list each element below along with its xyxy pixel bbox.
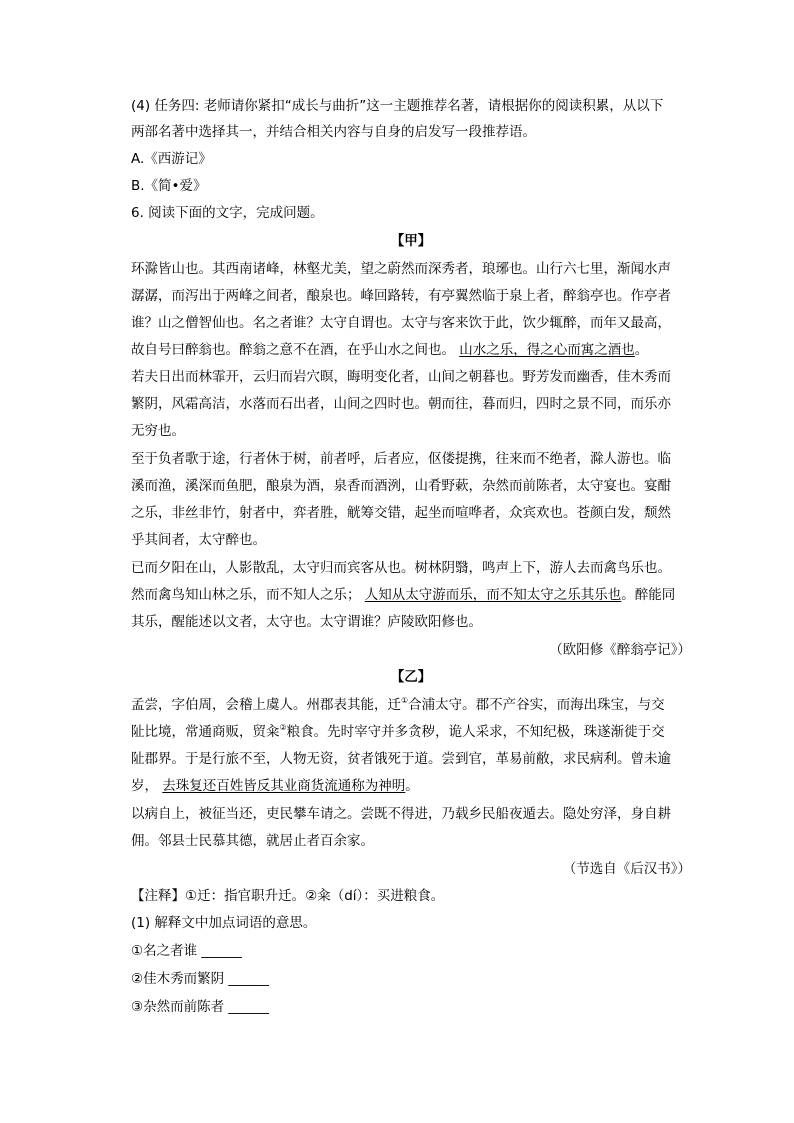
jia-p1-line — [131, 341, 648, 359]
jia-p3-line: 之乐，非丝非竹，射者中，弈者胜，觥筹交错，起坐而喧哗者，众宾欢也。苍颜白发，颓然 — [131, 505, 671, 521]
footnote-mark-2: ② — [279, 723, 287, 732]
jia-p1-punct: 。 — [634, 342, 649, 358]
jia-p4-line: 已而夕阳在山，人影散乱，太守归而宾客从也。树林阴翳，鸣声上下，游人去而禽鸟乐也。 — [131, 560, 671, 576]
jia-source: （欧阳修《醉翁亭记》） — [549, 642, 691, 658]
jia-p2-line: 若夫日出而林霏开，云归而岩穴暝，晦明变化者，山间之朝暮也。野芳发而幽香，佳木秀而 — [131, 369, 671, 385]
option-a: A.《西游记》 — [131, 151, 212, 167]
underlined-sentence-3: 去珠复还百姓皆反其业商货流通称为神明 — [162, 778, 406, 794]
yi-line: 佣。邻县士民慕其德，就居止者百余家。 — [131, 833, 374, 849]
jia-p4-text: 然而禽鸟知山林之乐，而不知人之乐； — [131, 587, 365, 603]
question-6-stem: 6. 阅读下面的文字，完成问题。 — [131, 205, 324, 221]
subquestion-1-item: ②佳木秀而繁阴 ______ — [131, 971, 269, 987]
notes: 【注释】①迁：指官职升迁。②籴（dí）：买进粮食。 — [131, 888, 445, 904]
jia-p3-line: 溪而渔，溪深而鱼肥，酿泉为酒，泉香而酒洌，山肴野蔌，杂然而前陈者，太守宴也。宴酣 — [131, 478, 671, 494]
yi-text: 岁， — [131, 778, 163, 794]
yi-text: 阯比境，常通商贩，贸籴 — [131, 724, 280, 740]
jia-p4-line: 其乐，醒能述以文者，太守也。太守谓谁？庐陵欧阳修也。 — [131, 614, 482, 630]
jia-p4-text: 。醉能同 — [621, 587, 676, 603]
passage-yi-heading: 【乙】 — [390, 669, 432, 685]
passage-jia-heading: 【甲】 — [390, 233, 432, 249]
underlined-sentence-2: 人知从太守游而乐，而不知太守之乐其乐也 — [364, 587, 622, 603]
yi-text: 孟尝，字伯周，会稽上虞人。州郡表其能，迁 — [131, 697, 401, 713]
yi-line: 阯郡界。于是行旅不至，人物无资，贫者饿死于道。尝到官，革易前敝，求民病利。曾未逾 — [131, 751, 671, 767]
task4-line1: (4) 任务四: 老师请你紧扣“成长与曲折”这一主题推荐名著，请根据你的阅读积累，从以下 — [131, 98, 664, 114]
jia-p3-line: 乎其间者，太守醉也。 — [131, 532, 266, 548]
jia-p1-line: 环滁皆山也。其西南诸峰，林壑尤美，望之蔚然而深秀者，琅琊也。山行六七里，渐闻水声 — [131, 261, 671, 277]
subquestion-1-item: ③杂然而前陈者 ______ — [131, 999, 269, 1015]
yi-text: 粮食。先时宰守并多贪秽，诡人采求，不知纪极，珠遂渐徙于交 — [286, 724, 665, 740]
yi-line — [131, 723, 665, 741]
option-b: B.《简•爱》 — [131, 178, 207, 194]
subquestion-1-item: ①名之者谁 ______ — [131, 943, 242, 959]
jia-p2-line: 无穷也。 — [131, 423, 185, 439]
task4-line2: 两部名著中选择其一，并结合相关内容与自身的启发写一段推荐语。 — [131, 124, 536, 140]
jia-p3-line: 至于负者歌于途，行者休于树，前者呼，后者应，伛偻提携，往来而不绝者，滁人游也。临 — [131, 451, 671, 467]
underlined-sentence-1: 山水之乐，得之心而寓之酒也 — [459, 342, 635, 358]
jia-p1-line: 潺潺，而泻出于两峰之间者，酿泉也。峰回路转，有亭翼然临于泉上者，醉翁亭也。作亭者 — [131, 288, 671, 304]
jia-p4-line — [131, 586, 675, 604]
yi-line: 以病自上，被征当还，吏民攀车请之。尝既不得进，乃载乡民船夜遁去。隐处穷泽，身自耕 — [131, 806, 671, 822]
yi-line — [131, 777, 419, 795]
subquestion-1-stem: (1) 解释文中加点词语的意思。 — [131, 915, 317, 931]
yi-text: 。 — [405, 778, 419, 794]
yi-text: 合浦太守。郡不产谷实，而海出珠宝，与交 — [408, 697, 665, 713]
yi-source: （节选自《后汉书》） — [562, 861, 691, 877]
jia-p1-line: 谁？山之僧智仙也。名之者谁？太守自谓也。太守与客来饮于此，饮少辄醉，而年又最高， — [131, 315, 671, 331]
jia-p2-line: 繁阴，风霜高洁，水落而石出者，山间之四时也。朝而往，暮而归，四时之景不同，而乐亦 — [131, 396, 671, 412]
footnote-mark-1: ① — [401, 696, 409, 705]
yi-line — [131, 696, 665, 714]
jia-p1-text: 故自号曰醉翁也。醉翁之意不在酒，在乎山水之间也。 — [131, 342, 460, 358]
